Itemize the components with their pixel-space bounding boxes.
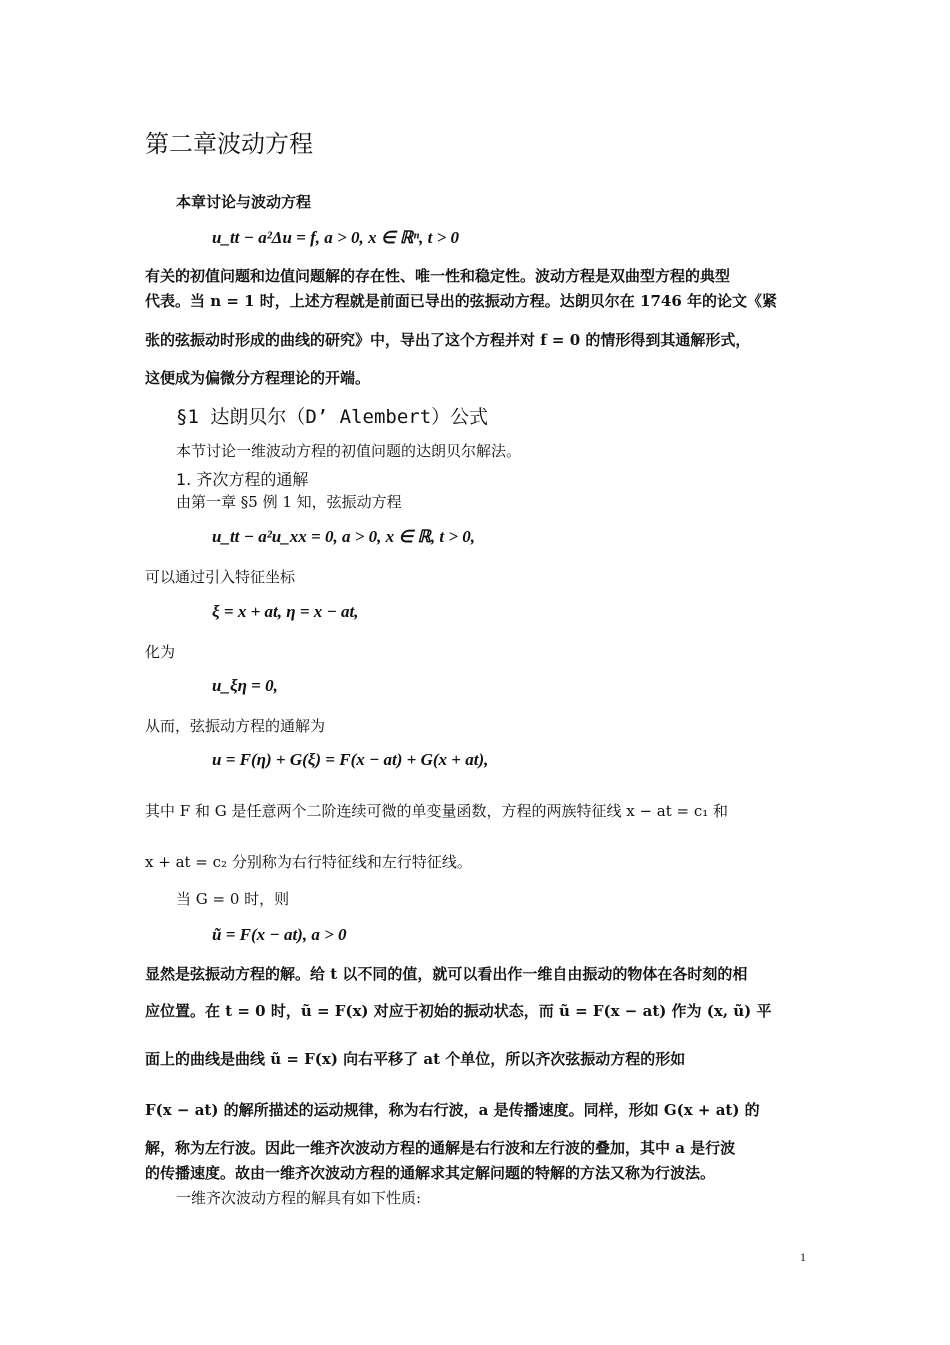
- equation-characteristic-coords: ξ = x + at, η = x − at,: [212, 602, 359, 621]
- paragraph-3-line-3: 面上的曲线是曲线 ũ = F(x) 向右平移了 at 个单位，所以齐次弦振动方程的形如: [145, 1050, 686, 1068]
- paragraph-3-line-2: 应位置。在 t = 0 时，ũ = F(x) 对应于初始的振动状态，而 ũ = F(x − at) 作为 (x, ũ) 平: [145, 1002, 772, 1020]
- paragraph-1-line-4: 这便成为偏微分方程理论的开端。: [145, 369, 371, 387]
- section-title: §1 达朗贝尔（D’ Alembert）公式: [176, 406, 489, 428]
- paragraph-2-line-2: x + at = c₂ 分别称为右行特征线和左行特征线。: [145, 853, 472, 871]
- paragraph-2-line-1: 其中 F 和 G 是任意两个二阶连续可微的单变量函数，方程的两族特征线 x − at = c₁ 和: [145, 802, 729, 820]
- equation-wave-n-dim: u_tt − a²Δu = f, a > 0, x ∈ ℝⁿ, t > 0: [212, 228, 460, 247]
- characteristic-intro: 可以通过引入特征坐标: [145, 568, 296, 586]
- equation-right-wave: ũ = F(x − at), a > 0: [212, 925, 347, 944]
- equation-string-vibration: u_tt − a²u_xx = 0, a > 0, x ∈ ℝ, t > 0,: [212, 527, 476, 546]
- paragraph-1-line-3: 张的弦振动时形成的曲线的研究》中，导出了这个方程并对 f = 0 的情形得到其通解形式，: [145, 331, 751, 349]
- general-solution-intro: 从而，弦振动方程的通解为: [145, 717, 326, 735]
- reference-line: 由第一章 §5 例 1 知，弦振动方程: [176, 493, 402, 511]
- equation-general-solution: u = F(η) + G(ξ) = F(x − at) + G(x + at),: [212, 750, 489, 769]
- paragraph-1-line-1: 有关的初值问题和边值问题解的存在性、唯一性和稳定性。波动方程是双曲型方程的典型: [145, 267, 731, 285]
- properties-intro: 一维齐次波动方程的解具有如下性质:: [176, 1189, 422, 1207]
- paragraph-3-line-5: 解，称为左行波。因此一维齐次波动方程的通解是右行波和左行波的叠加，其中 a 是行波: [145, 1139, 736, 1157]
- section-intro: 本节讨论一维波动方程的初值问题的达朗贝尔解法。: [176, 442, 522, 460]
- paragraph-1-line-2: 代表。当 n = 1 时，上述方程就是前面已导出的弦振动方程。达朗贝尔在 1746 年的论文《紧: [145, 292, 777, 310]
- equation-canonical-form: u_ξη = 0,: [212, 676, 278, 695]
- paragraph-3-line-6: 的传播速度。故由一维齐次波动方程的通解求其定解问题的特解的方法又称为行波法。: [145, 1164, 716, 1182]
- page-number: 1: [800, 1250, 806, 1264]
- chapter-title: 第二章波动方程: [145, 130, 313, 158]
- becomes-label: 化为: [145, 643, 176, 661]
- paragraph-3-line-1: 显然是弦振动方程的解。给 t 以不同的值，就可以看出作一维自由振动的物体在各时刻的相: [145, 965, 748, 983]
- subsection-title: 1. 齐次方程的通解: [176, 470, 309, 489]
- intro-line: 本章讨论与波动方程: [176, 193, 312, 211]
- when-g-zero: 当 G = 0 时，则: [176, 890, 290, 908]
- paragraph-3-line-4: F(x − at) 的解所描述的运动规律，称为右行波，a 是传播速度。同样，形如 G(x + at) 的: [145, 1101, 760, 1119]
